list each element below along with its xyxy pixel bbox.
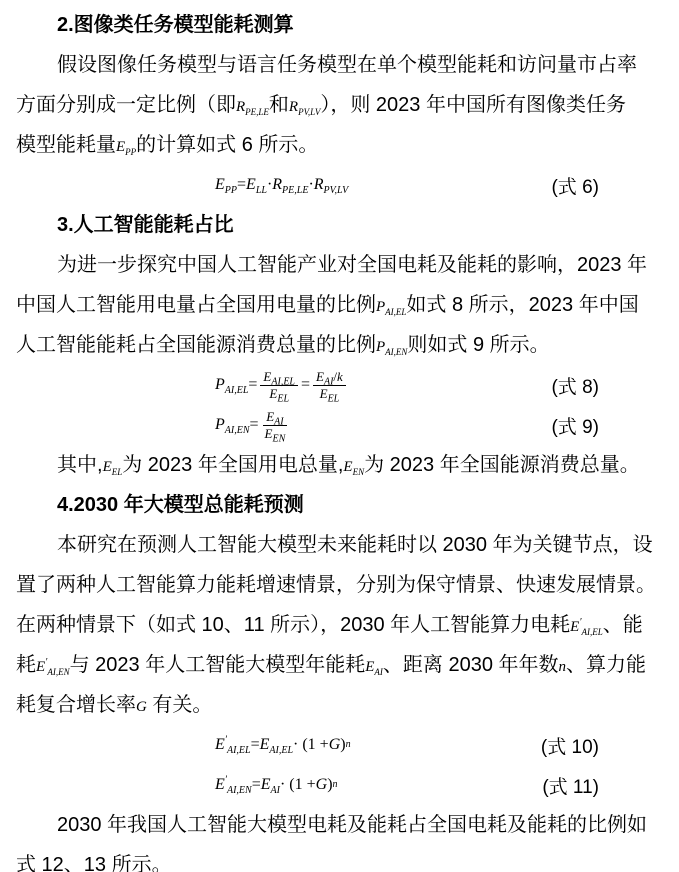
math-sub: AI — [374, 667, 383, 677]
math-sub: PV,LV — [323, 185, 349, 197]
text-run: 则如式 9 所示。 — [407, 334, 550, 356]
text-run: 其中, — [57, 454, 103, 476]
fraction-numerator — [313, 369, 346, 386]
math-sub: PP — [125, 147, 137, 157]
math-sub: AI,EN — [226, 785, 252, 797]
math-symbol: E — [260, 776, 271, 793]
formula-label: (式 8) — [551, 376, 599, 398]
math-symbol: G — [136, 699, 147, 715]
math-symbol: P — [376, 299, 386, 315]
text-run: · — [308, 176, 314, 193]
inline-math — [376, 339, 407, 355]
section — [16, 485, 663, 872]
math-sup: ′ — [579, 617, 582, 628]
inline-math — [215, 774, 252, 797]
text-run: ），则 2023 年中国所有图像类任务 — [320, 94, 626, 116]
math-symbol: E — [570, 619, 580, 635]
fraction — [313, 368, 346, 405]
math-sub: PP — [224, 185, 237, 197]
inline-math — [259, 736, 293, 757]
math-symbol: E — [215, 776, 225, 793]
math-sub: AI,EL — [581, 627, 603, 637]
inline-math — [260, 776, 280, 797]
math-sup: ′ — [45, 657, 48, 668]
formula-label: (式 9) — [551, 416, 599, 438]
text-run: 2030 年我国人工智能大模型电耗及能耗占全国电耗及能耗的比例如 — [57, 814, 648, 836]
math-symbol: R — [272, 176, 283, 193]
text-run: · (1 + — [279, 776, 316, 793]
inline-math — [116, 139, 136, 155]
text-run: 为 2023 年全国能源消费总量。 — [364, 454, 640, 476]
text-run: = — [249, 416, 259, 433]
inline-math — [316, 776, 328, 794]
math-symbol: E — [215, 736, 225, 753]
text-line — [16, 565, 663, 605]
text-run: 中国人工智能用电量占全国用电量的比例 — [16, 294, 376, 316]
text-line — [16, 245, 663, 285]
text-line — [16, 85, 663, 125]
section — [16, 5, 663, 205]
math-symbol: G — [315, 776, 328, 793]
text-run: ) — [327, 776, 333, 793]
fraction-denominator — [317, 385, 343, 405]
fraction-numerator — [260, 369, 298, 386]
math-sub: AI — [323, 376, 334, 388]
formula — [215, 408, 291, 445]
math-symbol: n — [558, 659, 566, 675]
math-symbol: E — [259, 736, 270, 753]
inline-math — [136, 699, 147, 715]
math-sub: LL — [255, 185, 267, 197]
text-run: = — [248, 376, 258, 393]
section-heading: 4.2030 年大模型总能耗预测 — [57, 494, 304, 516]
math-sub: PE,LE — [282, 185, 309, 197]
math-sub: AI,EN — [224, 425, 250, 437]
math-symbol: E — [343, 459, 353, 475]
text-run: · (1 + — [293, 736, 329, 753]
math-symbol: P — [376, 339, 386, 355]
inline-math — [103, 459, 123, 475]
formula: $E'_{AI,EN}$ = $E_{AI}$ · (1 + G ) n — [215, 774, 338, 797]
inline-math — [337, 369, 343, 384]
math-sub: AI,EN — [385, 347, 408, 357]
text-line — [16, 845, 663, 872]
text-run: ) — [340, 736, 346, 753]
text-line — [16, 645, 663, 685]
formula-row — [16, 365, 663, 405]
text-line — [16, 445, 663, 485]
inline-math — [215, 416, 250, 437]
text-run: 在两种情景下（如式 10、11 所示），2030 年人工智能算力电耗 — [16, 614, 571, 636]
inline-math — [570, 619, 603, 635]
formula-row — [16, 165, 663, 205]
inline-math — [264, 425, 286, 445]
math-sub: EL — [111, 467, 123, 477]
text-run: 、算力能 — [566, 654, 646, 676]
math-sub: PV,LV — [298, 107, 321, 117]
fraction — [262, 408, 289, 445]
text-run: 有关。 — [146, 694, 213, 716]
math-symbol: R — [236, 99, 246, 115]
text-run: 和 — [268, 94, 289, 116]
inline-math — [313, 176, 349, 197]
math-symbol: E — [102, 459, 112, 475]
text-run: = — [237, 176, 247, 193]
math-sub: PE,LE — [245, 107, 269, 117]
math-symbol: E — [215, 176, 225, 193]
formula-row — [16, 765, 663, 805]
inline-math — [215, 376, 249, 397]
inline-math — [343, 459, 364, 475]
formula-label: (式 11) — [542, 776, 599, 798]
text-run: 与 2023 年人工智能大模型年能耗 — [69, 654, 366, 676]
text-run: 假设图像任务模型与语言任务模型在单个模型能耗和访问量市占率 — [57, 54, 637, 76]
formula-label: (式 6) — [551, 176, 599, 198]
math-sub: EL — [277, 393, 290, 405]
inline-math — [376, 299, 406, 315]
math-symbol: R — [288, 99, 299, 115]
inline-math — [329, 736, 341, 754]
math-symbol: E — [116, 139, 126, 155]
formula-label: (式 10) — [540, 736, 599, 758]
math-sub: EN — [352, 467, 365, 477]
fraction-denominator — [266, 385, 292, 405]
fraction-numerator — [263, 409, 286, 426]
math-symbol: E — [319, 385, 328, 401]
inline-math — [236, 99, 269, 115]
text-line — [16, 45, 663, 85]
text-run: = — [250, 736, 260, 753]
text-line — [16, 685, 663, 725]
text-run: 耗复合增长率 — [16, 694, 136, 716]
math-sub: AI,EL — [269, 745, 293, 757]
text-line — [16, 285, 663, 325]
math-symbol: E — [365, 659, 375, 675]
text-run: 的计算如式 6 所示。 — [136, 134, 319, 156]
text-line — [16, 525, 663, 565]
math-symbol: E — [36, 659, 46, 675]
text-line — [16, 125, 663, 165]
inline-math — [319, 385, 340, 405]
math-sub: AI,EL — [226, 745, 251, 757]
text-run: · — [266, 176, 273, 193]
math-sub: AI — [274, 416, 284, 428]
inline-math — [215, 176, 237, 197]
math-symbol: E — [269, 385, 278, 401]
fraction — [260, 368, 298, 405]
inline-math — [289, 99, 320, 115]
inline-math — [272, 176, 309, 197]
section-heading: 2.图像类任务模型能耗测算 — [57, 14, 294, 36]
math-symbol: k — [337, 368, 343, 384]
text-line — [16, 325, 663, 365]
inline-math — [246, 176, 267, 197]
text-run: 、距离 2030 年年数 — [382, 654, 559, 676]
math-sub: AI,EL — [224, 385, 249, 397]
inline-math — [36, 659, 70, 675]
math-sub: AI,EL — [271, 376, 295, 388]
text-run: / — [333, 368, 338, 384]
inline-math — [559, 659, 567, 675]
text-run: 置了两种人工智能算力能耗增速情景，分别为保守情景、快速发展情景。 — [16, 574, 656, 596]
math-sub: EL — [327, 393, 340, 405]
section-heading: 3.人工智能能耗占比 — [57, 214, 234, 236]
text-run: 、能 — [602, 614, 643, 636]
math-sub: EN — [272, 433, 286, 445]
math-symbol: P — [215, 416, 225, 433]
formula — [215, 368, 349, 405]
math-symbol: R — [313, 176, 324, 193]
text-run: 本研究在预测人工智能大模型未来能耗时以 2030 年为关键节点，设 — [57, 534, 653, 556]
text-line — [16, 805, 663, 845]
section — [16, 205, 663, 485]
text-run: = — [251, 776, 261, 793]
text-run: 为 2023 年全国用电总量, — [122, 454, 344, 476]
text-line — [16, 605, 663, 645]
math-sup: ′ — [224, 774, 227, 786]
math-sub: AI,EN — [47, 667, 70, 677]
text-run: 耗 — [16, 654, 36, 676]
text-run: 方面分别成一定比例（即 — [16, 94, 236, 116]
formula-row — [16, 405, 663, 445]
math-symbol: E — [316, 368, 324, 384]
inline-math — [263, 368, 295, 388]
formula — [215, 176, 349, 197]
text-run: 如式 8 所示，2023 年中国 — [406, 294, 639, 316]
math-symbol: E — [264, 425, 273, 441]
inline-math — [316, 368, 334, 388]
text-run: 人工智能能耗占全国能源消费总量的比例 — [16, 334, 376, 356]
formula-row — [16, 725, 663, 765]
inline-math — [266, 408, 284, 428]
math-symbol: P — [215, 376, 225, 393]
inline-math — [365, 659, 383, 675]
math-symbol: G — [328, 736, 341, 753]
math-symbol: E — [246, 176, 256, 193]
fraction-denominator — [262, 425, 289, 445]
math-symbol: E — [263, 368, 272, 384]
text-run: 为进一步探究中国人工智能产业对全国电耗及能耗的影响，2023 年 — [57, 254, 648, 276]
text-run: 式 12、13 所示。 — [16, 854, 172, 872]
math-sup: ′ — [224, 734, 227, 746]
math-symbol: E — [266, 408, 275, 424]
inline-math — [215, 734, 251, 757]
math-sub: AI — [270, 785, 280, 797]
formula: $E'_{AI,EL}$ = $E_{AI,EL}$ · (1 + G ) n — [215, 734, 351, 757]
inline-math — [269, 385, 290, 405]
text-run: = — [300, 376, 311, 393]
text-run: 模型能耗量 — [16, 134, 116, 156]
math-sub: AI,EL — [385, 307, 407, 317]
